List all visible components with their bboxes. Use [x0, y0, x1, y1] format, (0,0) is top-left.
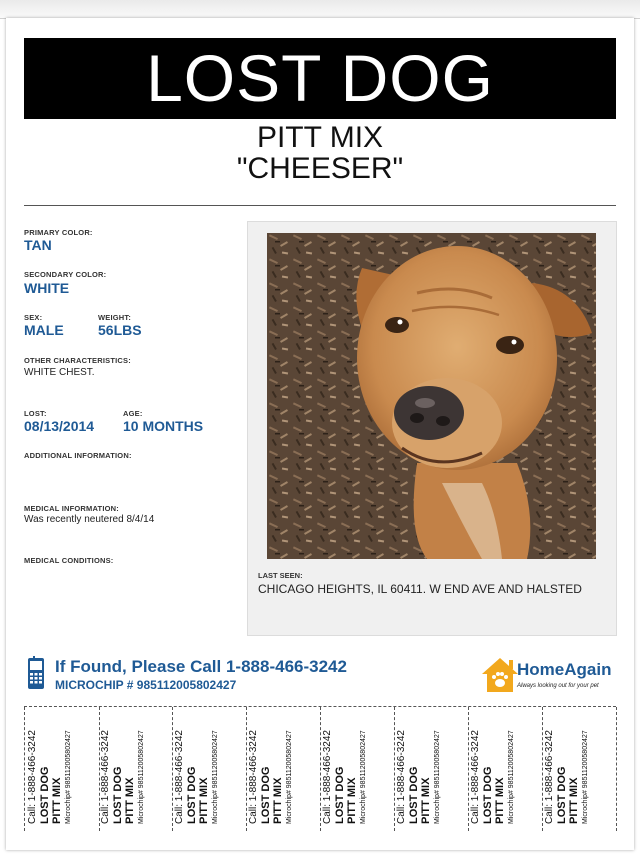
sex-label: SEX: [24, 313, 43, 322]
homeagain-tagline: Always looking out for your pet [517, 683, 599, 689]
last-seen-label: LAST SEEN: [258, 571, 303, 580]
primary-color-value: TAN [24, 237, 52, 253]
tear-off-tab[interactable]: Call: 1-888-466-3242 LOST DOG PITT MIX Microchip# 985112005802427 [98, 707, 173, 831]
age-label: AGE: [123, 409, 143, 418]
age-value: 10 MONTHS [123, 418, 204, 434]
tear-off-tab[interactable]: Call: 1-888-466-3242 LOST DOG PITT MIX Microchip# 985112005802427 [24, 707, 100, 831]
tear-off-tab[interactable]: Call: 1-888-466-3242 LOST DOG PITT MIX Microchip# 985112005802427 [320, 707, 395, 831]
homeagain-name: HomeAgain [517, 660, 612, 679]
tear-off-tab[interactable]: Call: 1-888-466-3242 LOST DOG PITT MIX Microchip# 985112005802427 [394, 707, 469, 831]
tear-off-tab[interactable]: Call: 1-888-466-3242 LOST DOG PITT MIX Microchip# 985112005802427 [246, 707, 321, 831]
additional-info-label: ADDITIONAL INFORMATION: [24, 451, 132, 460]
lost-date-label: LOST: [24, 409, 47, 418]
tear-off-tab[interactable]: Call: 1-888-466-3242 LOST DOG PITT MIX Microchip# 985112005802427 [468, 707, 543, 831]
divider [24, 205, 616, 206]
secondary-color-label: SECONDARY COLOR: [24, 270, 107, 279]
medical-info-value: Was recently neutered 8/4/14 [24, 514, 155, 525]
secondary-color-value: WHITE [24, 280, 70, 296]
last-seen-value: CHICAGO HEIGHTS, IL 60411. W END AVE AND HALSTED [258, 582, 582, 596]
tear-off-tab[interactable]: Call: 1-888-466-3242 LOST DOG PITT MIX Microchip# 985112005802427 [542, 707, 617, 831]
tear-off-tabs [24, 706, 616, 831]
medical-conditions-label: MEDICAL CONDITIONS: [24, 556, 114, 565]
browser-edge [0, 0, 640, 19]
microchip-number: MICROCHIP # 985112005802427 [55, 678, 237, 692]
primary-color-label: PRIMARY COLOR: [24, 228, 93, 237]
weight-label: WEIGHT: [98, 313, 132, 322]
sex-value: MALE [24, 322, 64, 338]
other-characteristics-label: OTHER CHARACTERISTICS: [24, 356, 131, 365]
dog-photo [267, 233, 596, 559]
phone-icon [27, 656, 45, 690]
other-characteristics-value: WHITE CHEST. [24, 367, 95, 378]
lost-date-value: 08/13/2014 [24, 418, 95, 434]
dog-name: "CHEESER" [236, 152, 404, 185]
tear-off-tab[interactable]: Call: 1-888-466-3242 LOST DOG PITT MIX Microchip# 985112005802427 [172, 707, 247, 831]
weight-value: 56LBS [98, 322, 142, 338]
breed-heading: PITT MIX [256, 121, 384, 154]
lost-dog-banner: LOST DOG [24, 38, 616, 119]
medical-info-label: MEDICAL INFORMATION: [24, 504, 119, 513]
found-call-text: If Found, Please Call 1-888-466-3242 [55, 657, 347, 676]
